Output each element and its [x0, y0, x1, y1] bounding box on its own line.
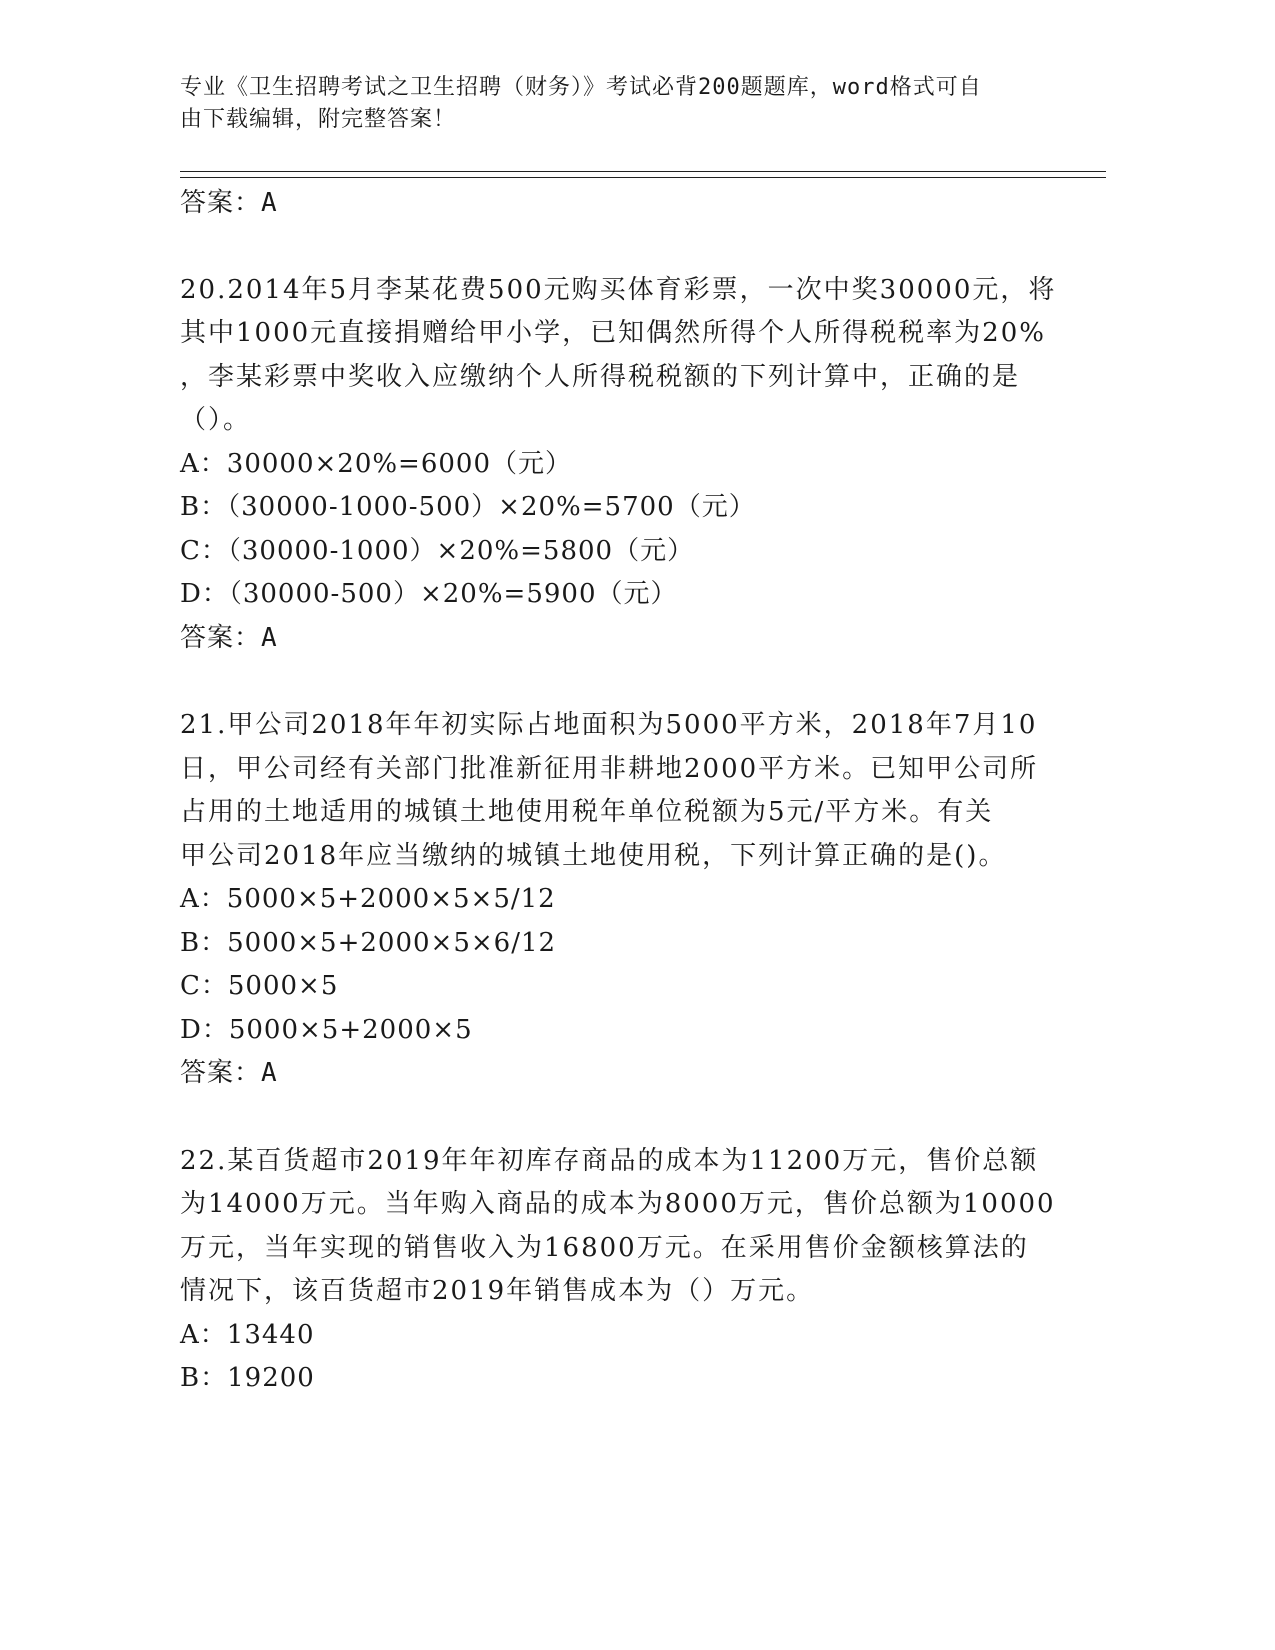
question-21-answer: 答案：A	[180, 1058, 278, 1088]
document-header	[180, 72, 1060, 136]
question-21-line-1: 21.甲公司2018年年初实际占地面积为5000平方米，2018年7月10	[180, 710, 1038, 740]
header-title-line-2: 由下载编辑，附完整答案！	[180, 107, 457, 132]
question-20-option-d: D：（30000-500）×20%=5900（元）	[180, 579, 678, 609]
question-21-option-a: A：5000×5+2000×5×5/12	[180, 884, 556, 914]
header-divider-bottom	[180, 177, 1106, 178]
question-22-line-1: 22.某百货超市2019年年初库存商品的成本为11200万元，售价总额	[180, 1146, 1039, 1176]
previous-answer: 答案：A	[180, 188, 278, 218]
question-22-line-4: 情况下，该百货超市2019年销售成本为（）万元。	[180, 1276, 815, 1306]
question-20-line-3: ，李某彩票中奖收入应缴纳个人所得税税额的下列计算中，正确的是	[180, 362, 1021, 392]
question-21-option-c: C：5000×5	[180, 971, 339, 1001]
question-22-line-3: 万元，当年实现的销售收入为16800万元。在采用售价金额核算法的	[180, 1233, 1029, 1263]
question-21-line-4: 甲公司2018年应当缴纳的城镇土地使用税，下列计算正确的是()。	[180, 841, 1007, 871]
question-21-option-d: D：5000×5+2000×5	[180, 1015, 473, 1045]
header-title-line-1: 专业《卫生招聘考试之卫生招聘（财务）》考试必背200题题库，word格式可自	[180, 75, 982, 100]
header-divider-top	[180, 171, 1106, 172]
question-22-line-2: 为14000万元。当年购入商品的成本为8000万元，售价总额为10000	[180, 1189, 1056, 1219]
question-20-option-c: C：（30000-1000）×20%=5800（元）	[180, 536, 695, 566]
question-20-answer: 答案：A	[180, 623, 278, 653]
question-20-line-1: 20.2014年5月李某花费500元购买体育彩票，一次中奖30000元，将	[180, 275, 1057, 305]
question-22-option-b: B：19200	[180, 1363, 315, 1393]
question-21-option-b: B：5000×5+2000×5×6/12	[180, 928, 557, 958]
question-21-line-2: 日，甲公司经有关部门批准新征用非耕地2000平方米。已知甲公司所	[180, 754, 1039, 784]
question-20-option-a: A：30000×20%=6000（元）	[180, 449, 573, 479]
question-22-option-a: A：13440	[180, 1320, 315, 1350]
question-20-line-2: 其中1000元直接捐赠给甲小学，已知偶然所得个人所得税税率为20%	[180, 318, 1046, 348]
question-20-line-4: （）。	[180, 405, 252, 435]
question-21-line-3: 占用的土地适用的城镇土地使用税年单位税额为5元/平方米。有关	[180, 797, 994, 827]
question-20-option-b: B：（30000-1000-500）×20%=5700（元）	[180, 492, 756, 522]
